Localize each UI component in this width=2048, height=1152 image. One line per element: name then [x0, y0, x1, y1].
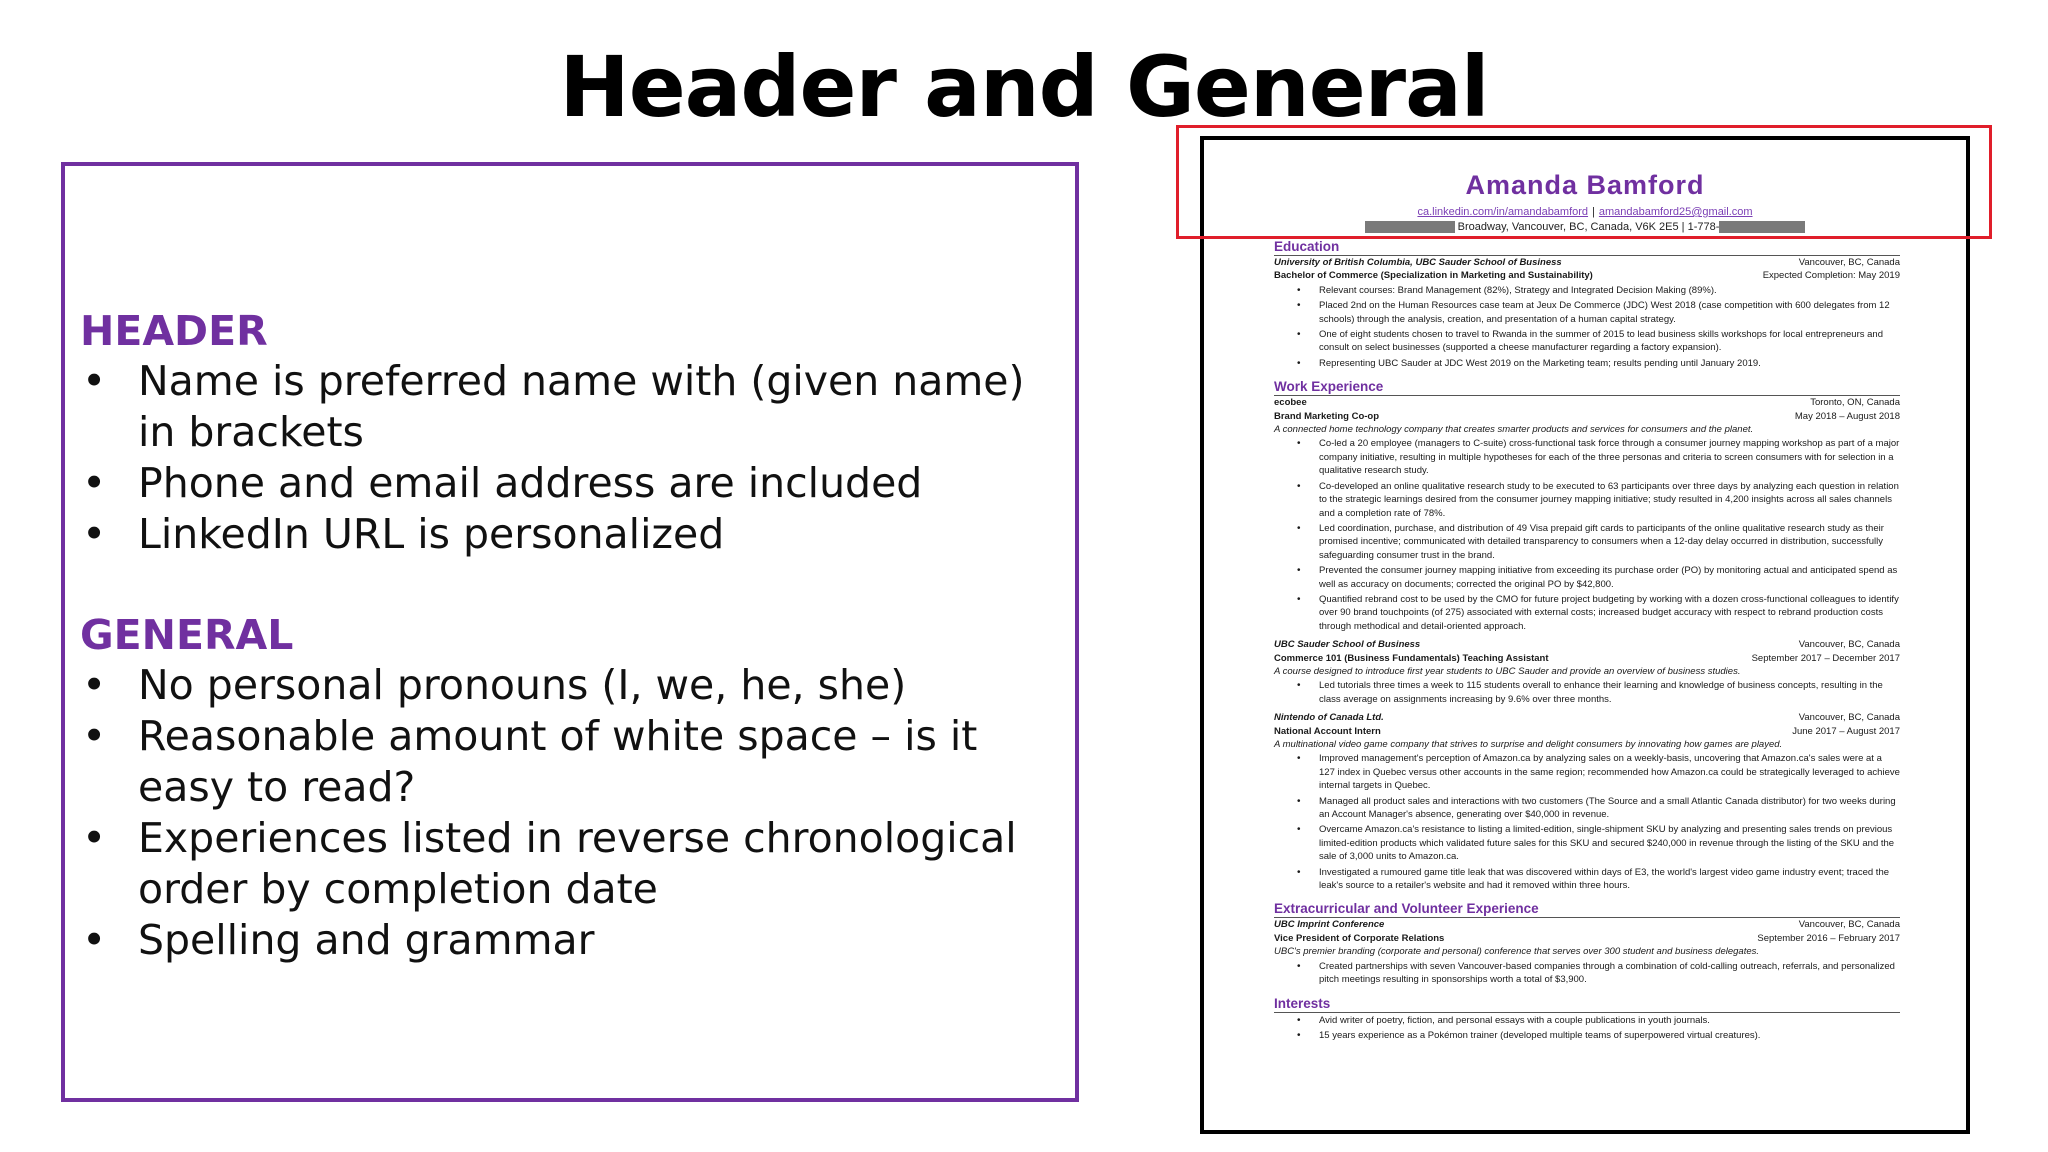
resume-linkedin-link: ca.linkedin.com/in/amandabamford: [1417, 206, 1589, 218]
resume-role: Brand Marketing Co-op: [1274, 410, 1380, 422]
resume-dates: May 2018 – August 2018: [1794, 410, 1900, 422]
resume-role: Vice President of Corporate Relations: [1274, 932, 1445, 944]
slide-title: Header and General: [559, 38, 1489, 136]
resume-role: Commerce 101 (Business Fundamentals) Teaching Assistant: [1274, 652, 1549, 664]
resume-location: Vancouver, BC, Canada: [1798, 712, 1900, 724]
resume-location: Vancouver, BC, Canada: [1798, 919, 1900, 931]
resume-section-work: Work Experience: [1274, 378, 1900, 396]
header-bullet: • Name is preferred name with (given name) in brackets: [80, 356, 1055, 458]
resume-row: [1274, 396, 1900, 409]
resume-section-education: Education: [1274, 238, 1900, 256]
resume-dates: Expected Completion: May 2019: [1762, 270, 1900, 282]
resume-bullet-list: [1274, 1014, 1900, 1043]
resume-bullet-list: [1274, 284, 1900, 370]
resume-bullet: • Co-developed an online qualitative research study to be executed to 63 participants over three days by analyzing each question in relation to the strategic learnings desired from the consumer journey mapping initiative; study resulted in 4,200 insights across all sales channels and a completion rate of 78%.: [1319, 480, 1900, 520]
resume-bullet: • Avid writer of poetry, fiction, and personal essays with a couple publications in youth journals.: [1319, 1014, 1900, 1027]
resume-row: [1274, 932, 1900, 945]
resume-bullet: • Placed 2nd on the Human Resources case team at Jeux De Commerce (JDC) West 2018 (case competition with 600 delegates from 12 schools) through the analysis, creation, and presentation of a human capital strategy.: [1319, 299, 1900, 326]
resume-address: Broadway, Vancouver, BC, Canada, V6K 2E5 | 1-778-: [1457, 221, 1720, 233]
resume-separator: |: [1592, 206, 1595, 218]
general-bullet: • Experiences listed in reverse chronological order by completion date: [80, 813, 1055, 915]
resume-email-link: amandabamford25@gmail.com: [1598, 206, 1753, 218]
resume-image: [1200, 136, 1970, 1134]
resume-bullet-list: [1274, 679, 1900, 706]
resume-bullet: • Quantified rebrand cost to be used by the CMO for future project budgeting by working with a dozen cross-functional colleagues to identify over 90 brand touchpoints (of 275) associated with external costs; increased budget accuracy with respect to rebrand production costs through methodical and detail-oriented approach.: [1319, 593, 1900, 633]
resume-bullet: • Co-led a 20 employee (managers to C-suite) cross-functional task force through a consumer journey mapping workshop as part of a major company initiative, resulting in multiple hypotheses for each of the three personas and criteria to screen consumers with for selection in a qualitative research study.: [1319, 437, 1900, 477]
resume-bullet-list: [1274, 752, 1900, 892]
general-bullet: • Reasonable amount of white space – is it easy to read?: [80, 711, 1055, 813]
resume-row: [1274, 638, 1900, 651]
resume-entry: [1274, 396, 1900, 633]
general-bullet: • No personal pronouns (I, we, he, she): [80, 660, 1055, 711]
resume-bullet: • Created partnerships with seven Vancouver-based companies through a combination of cold-calling outreach, referrals, and personalized pitch meetings resulting in sponsorships worth a total of $3,900.: [1319, 960, 1900, 987]
resume-bullet: • 15 years experience as a Pokémon trainer (developed multiple teams of superpowered virtual creatures).: [1319, 1029, 1900, 1042]
resume-bullet: • Overcame Amazon.ca's resistance to listing a limited-edition, single-shipment SKU by analyzing and presenting sales trends on previous limited-edition products which validated future sales for this SKU and secured $240,000 in revenue through the listing of the SKU and the sale of 3,000 units to Amazon.ca.: [1319, 823, 1900, 863]
criteria-content: [80, 306, 1055, 966]
resume-dates: June 2017 – August 2017: [1792, 725, 1900, 737]
resume-location: Toronto, ON, Canada: [1810, 397, 1900, 409]
criteria-panel: [61, 162, 1079, 1102]
resume-org: Nintendo of Canada Ltd.: [1274, 712, 1384, 724]
resume-role: National Account Intern: [1274, 725, 1381, 737]
resume-bullet: • Improved management's perception of Amazon.ca by analyzing sales on a weekly-basis, uncovering that Amazon.ca's sales were at a 127 index in Quebec versus other accounts in the same region; recommended how Amazon.ca could be strategically leveraged to achieve internal targets in Quebec.: [1319, 752, 1900, 792]
resume-body: [1274, 238, 1900, 1044]
resume-location: Vancouver, BC, Canada: [1798, 257, 1900, 268]
resume-description: A multinational video game company that strives to surprise and delight consumers by innovating how games are played.: [1274, 739, 1783, 750]
resume-row: [1274, 256, 1900, 269]
resume-bullet: • Led tutorials three times a week to 115 students overall to enhance their learning and knowledge of business concepts, resulting in the class average on assignments increasing by 9.6% over three months.: [1319, 679, 1900, 706]
header-bullet: • Phone and email address are included: [80, 458, 1055, 509]
resume-name: Amanda Bamford: [1465, 170, 1705, 200]
resume-bullet: • One of eight students chosen to travel to Rwanda in the summer of 2015 to lead business skills workshops for local entrepreneurs and consult on select businesses (supported a cheese manufacturer regarding a factory expansion).: [1319, 328, 1900, 355]
general-heading: GENERAL: [80, 611, 294, 659]
resume-section-interests: Interests: [1274, 995, 1900, 1013]
resume-dates: September 2016 – February 2017: [1757, 932, 1900, 944]
resume-org: UBC Sauder School of Business: [1274, 639, 1421, 651]
resume-row: [1274, 725, 1900, 738]
resume-description: A connected home technology company that creates smarter products and services for consumers and the planet.: [1274, 424, 1754, 436]
general-bullet-list: [80, 660, 1055, 966]
resume-bullet: • Managed all product sales and interactions with two customers (The Source and a small Atlantic Canada distributor) for two weeks during an Account Manager's absence, generating over $40,000 in revenue.: [1319, 795, 1900, 822]
resume-row: [1274, 269, 1900, 282]
resume-description: UBC's premier branding (corporate and personal) conference that serves over 300 student and business delegates.: [1274, 946, 1760, 958]
resume-bullet: • Investigated a rumoured game title leak that was discovered within days of E3, the world's largest video game industry event; traced the leak's source to a retailer's website and had it removed within three hours.: [1319, 866, 1900, 893]
resume-role: Bachelor of Commerce (Specialization in Marketing and Sustainability): [1274, 270, 1593, 282]
resume-row: [1274, 711, 1900, 724]
resume-org: ecobee: [1274, 397, 1307, 409]
resume-bullet: • Prevented the consumer journey mapping initiative from exceeding its purchase order (PO) by monitoring actual and anticipated spend as well as accuracy on documents; corrected the original PO by $42,800.: [1319, 564, 1900, 591]
resume-dates: September 2017 – December 2017: [1751, 652, 1900, 664]
resume-description: A course designed to introduce first year students to UBC Sauder and provide an overview of business studies.: [1274, 665, 1741, 677]
resume-row: [1274, 918, 1900, 931]
resume-bullet-list: [1274, 437, 1900, 633]
resume-location: Vancouver, BC, Canada: [1798, 639, 1900, 651]
resume-entry: [1274, 638, 1900, 706]
resume-bullet: • Relevant courses: Brand Management (82%), Strategy and Integrated Decision Making (89%).: [1319, 284, 1900, 297]
header-highlight-box: [1176, 125, 1992, 239]
resume-bullet: • Led coordination, purchase, and distribution of 49 Visa prepaid gift cards to participants of the online qualitative research study as their promised incentive; communicated with detailed transparency to consumers when a 12-day delay occurred in distribution, successfully safeguarding consumer trust in the brand.: [1319, 522, 1900, 562]
resume-org: University of British Columbia, UBC Sauder School of Business: [1274, 257, 1562, 268]
general-bullet: • Spelling and grammar: [80, 915, 1055, 966]
resume-bullet-list: [1274, 960, 1900, 987]
header-bullet-list: [80, 356, 1055, 560]
resume-row: [1274, 410, 1900, 423]
resume-org: UBC Imprint Conference: [1274, 919, 1385, 931]
resume-entry: [1274, 711, 1900, 892]
resume-bullet: • Representing UBC Sauder at JDC West 2019 on the Marketing team; results pending until January 2019.: [1319, 357, 1900, 370]
header-bullet: • LinkedIn URL is personalized: [80, 509, 1055, 560]
header-heading: HEADER: [80, 307, 268, 355]
resume-section-extracurricular: Extracurricular and Volunteer Experience: [1274, 900, 1900, 918]
resume-row: [1274, 652, 1900, 665]
